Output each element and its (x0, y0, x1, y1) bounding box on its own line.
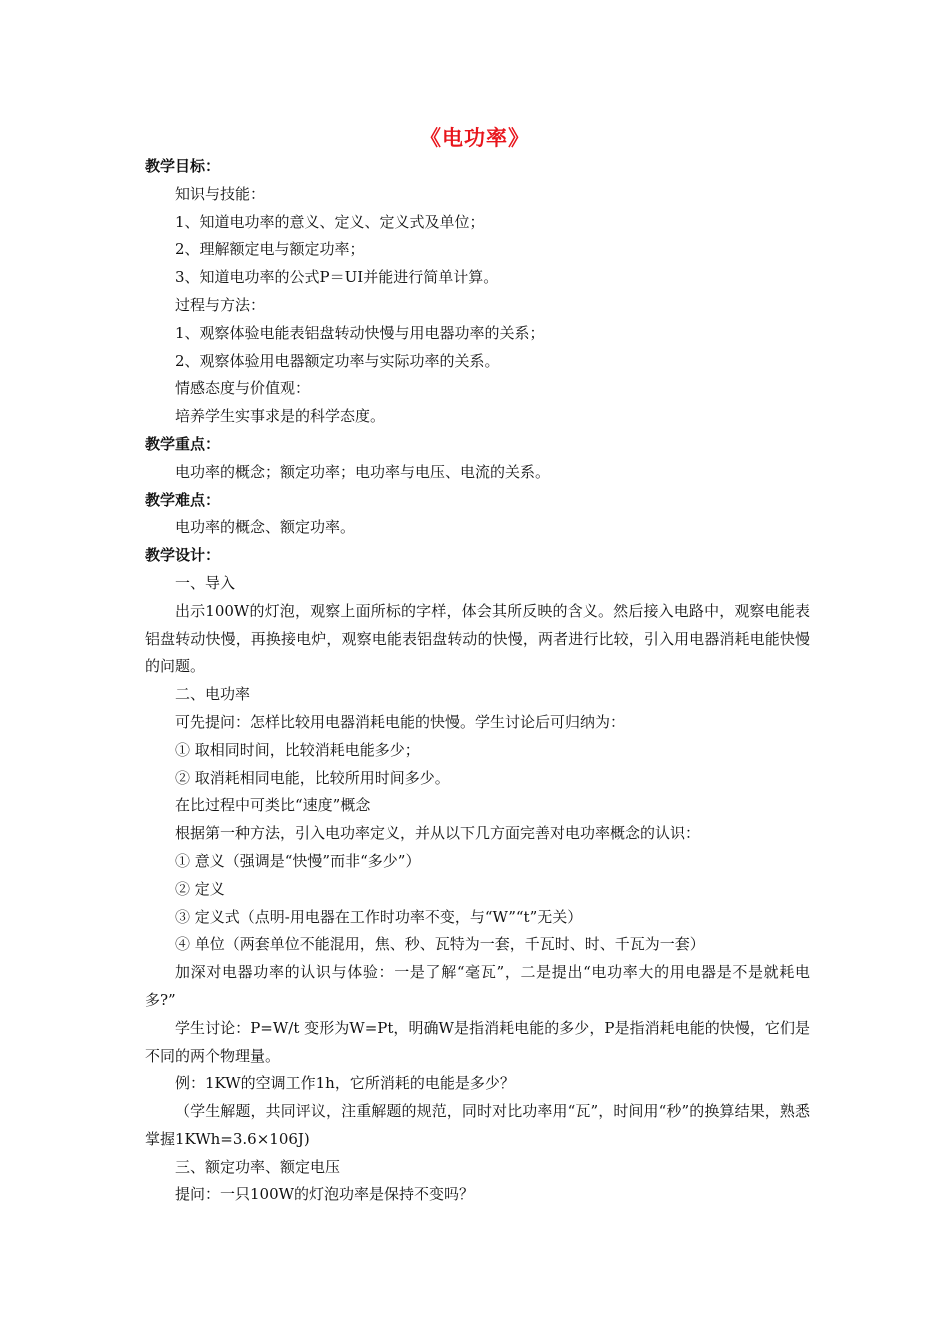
document-title: 《电功率》 (420, 126, 530, 150)
paragraph: （学生解题，共同评议，注重解题的规范，同时对比功率用“瓦”，时间用“秒”的换算结果，熟悉掌握1KWh=3.6×106J) (145, 1102, 810, 1148)
paragraph: ③ 定义式（点明-用电器在工作时功率不变，与“W”“t”无关） (175, 907, 583, 926)
paragraph: 例：1KW的空调工作1h，它所消耗的电能是多少？ (175, 1074, 515, 1093)
paragraph: 知识与技能： (175, 184, 266, 203)
section-heading-difficult: 教学难点： (145, 490, 221, 509)
paragraph: 1、观察体验电能表铝盘转动快慢与用电器功率的关系； (175, 323, 545, 342)
paragraph: 出示100W的灯泡，观察上面所标的字样，体会其所反映的含义。然后接入电路中，观察电能表铝盘转动快慢，再换接电炉，观察电能表铝盘转动的快慢，两者进行比较，引入用电器消耗电能快慢的问题。 (145, 601, 810, 676)
section-heading-design: 教学设计： (145, 546, 221, 565)
paragraph: 2、观察体验用电器额定功率与实际功率的关系。 (175, 351, 500, 370)
paragraph: 在比过程中可类比“速度”概念 (175, 796, 371, 815)
paragraph: 情感态度与价值观： (175, 379, 311, 398)
paragraph: 可先提问：怎样比较用电器消耗电能的快慢。学生讨论后可归纳为： (175, 712, 626, 731)
paragraph: 三、额定功率、额定电压 (175, 1157, 341, 1176)
paragraph: 根据第一种方法，引入电功率定义，并从以下几方面完善对电功率概念的认识： (175, 824, 701, 843)
paragraph: 电功率的概念；额定功率；电功率与电压、电流的关系。 (175, 462, 551, 481)
paragraph: ② 定义 (175, 879, 225, 898)
paragraph: 一、导入 (175, 573, 236, 592)
paragraph: 提问：一只100W的灯泡功率是保持不变吗？ (175, 1185, 475, 1204)
paragraph: 2、理解额定电与额定功率； (175, 240, 365, 259)
document-body (145, 153, 810, 1209)
section-heading-key: 教学重点： (145, 434, 221, 453)
paragraph: 二、电功率 (175, 685, 251, 704)
paragraph: 学生讨论：P=W/t 变形为W=Pt，明确W是指消耗电能的多少，P是指消耗电能的快慢，它们是不同的两个物理量。 (145, 1018, 810, 1065)
paragraph: ② 取消耗相同电能，比较所用时间多少。 (175, 768, 450, 787)
paragraph: 电功率的概念、额定功率。 (175, 518, 356, 537)
paragraph: ④ 单位（两套单位不能混用，焦、秒、瓦特为一套，千瓦时、时、千瓦为一套） (175, 935, 705, 954)
paragraph: 过程与方法： (175, 295, 266, 314)
paragraph: 1、知道电功率的意义、定义、定义式及单位； (175, 212, 485, 231)
paragraph: 培养学生实事求是的科学态度。 (175, 407, 386, 426)
paragraph: 3、知道电功率的公式P＝UI并能进行简单计算。 (175, 268, 499, 287)
paragraph: ① 意义（强调是“快慢”而非“多少”） (175, 851, 421, 870)
paragraph: ① 取相同时间，比较消耗电能多少； (175, 740, 420, 759)
section-heading-goals: 教学目标： (145, 157, 221, 175)
paragraph: 加深对电器功率的认识与体验：一是了解“毫瓦”，二是提出“电功率大的用电器是不是就耗电多?” (145, 963, 810, 1009)
